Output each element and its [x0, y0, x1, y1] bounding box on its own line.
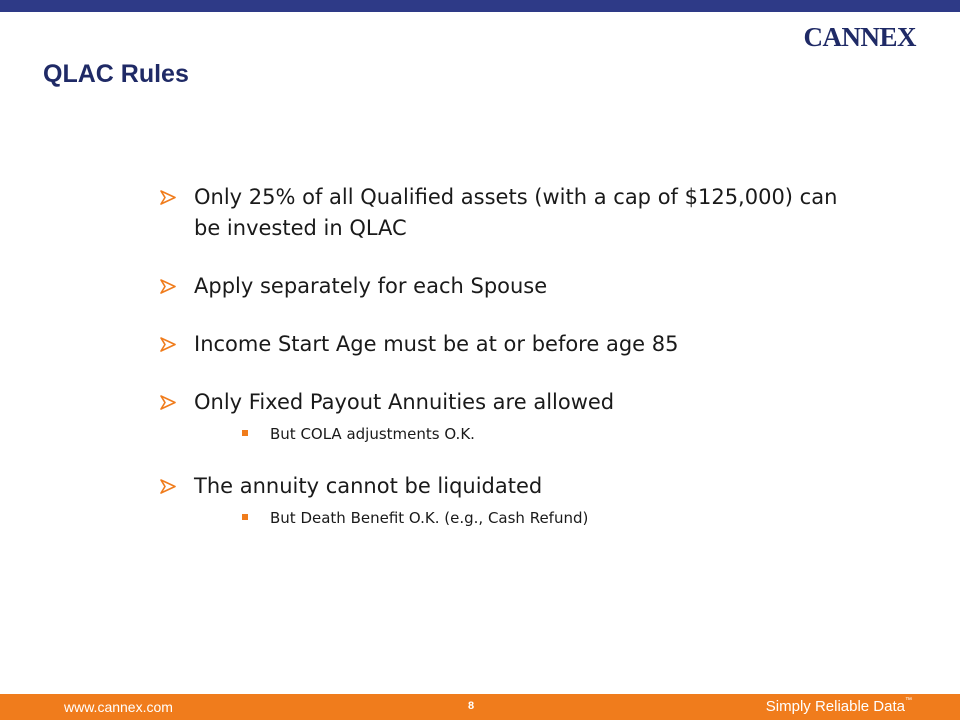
top-accent-bar — [0, 0, 960, 12]
arrow-bullet-icon — [160, 479, 176, 494]
bullet-text: Only Fixed Payout Annuities are allowed — [194, 390, 615, 414]
arrow-bullet-icon — [160, 337, 176, 352]
bullet-item — [160, 182, 840, 244]
page-number: 8 — [468, 700, 475, 712]
sub-bullet-item — [194, 424, 840, 444]
bullet-list — [160, 182, 840, 528]
bullet-item — [160, 329, 840, 360]
bullet-item — [160, 387, 840, 444]
sub-bullet-text: But Death Benefit O.K. (e.g., Cash Refund) — [270, 509, 589, 527]
bullet-text: Apply separately for each Spouse — [194, 274, 548, 298]
bullet-text: Income Start Age must be at or before age 85 — [194, 332, 679, 356]
arrow-bullet-icon — [160, 279, 176, 294]
footer-bar — [0, 694, 960, 720]
tagline-text: Simply Reliable Data — [765, 698, 905, 715]
arrow-bullet-icon — [160, 395, 176, 410]
square-bullet-icon — [242, 430, 248, 436]
bullet-item — [160, 471, 840, 528]
slide-title: QLAC Rules — [43, 60, 189, 88]
trademark-mark: ™ — [905, 697, 912, 704]
sub-bullet-item — [194, 508, 840, 528]
arrow-bullet-icon — [160, 190, 176, 205]
footer-tagline — [766, 698, 912, 715]
bullet-text: The annuity cannot be liquidated — [194, 474, 543, 498]
footer-url-link[interactable]: www.cannex.com — [64, 699, 173, 715]
square-bullet-icon — [242, 514, 248, 520]
cannex-logo: CANNEX — [803, 22, 916, 52]
bullet-item — [160, 271, 840, 302]
bullet-text: Only 25% of all Qualified assets (with a cap of $125,000) can be invested in QLAC — [194, 185, 838, 240]
sub-bullet-text: But COLA adjustments O.K. — [270, 425, 475, 443]
